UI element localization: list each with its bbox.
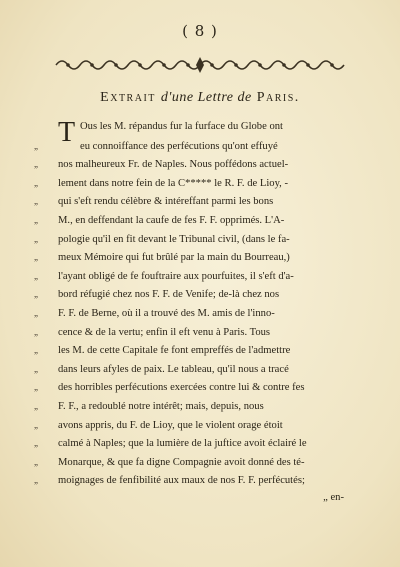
text-line	[34, 304, 346, 323]
line-quote-mark: „	[34, 400, 38, 411]
text-line	[34, 360, 346, 379]
text-line	[34, 416, 346, 435]
line-text: bord réfugié chez nos F. F. de Venife; de-là chez nos	[58, 289, 280, 301]
text-line	[34, 434, 346, 453]
line-text: des horribles perfécutions exercées contre lui & contre fes	[58, 382, 305, 394]
line-quote-mark: „	[34, 159, 38, 170]
line-quote-mark: „	[34, 214, 38, 225]
letter-body	[34, 118, 346, 490]
line-text: nos malheureux Fr. de Naples. Nous poffédons actuel-	[58, 159, 289, 171]
text-line	[34, 248, 346, 267]
line-text: dans leurs afyles de paix. Le tableau, qu'il nous a tracé	[58, 363, 289, 375]
line-text: calmé à Naples; que la lumière de la juftice avoit éclairé le	[58, 438, 307, 450]
line-text: Ous les M. répandus fur la furface du Globe ont	[80, 121, 283, 132]
text-line	[34, 378, 346, 397]
text-line	[34, 174, 346, 193]
line-quote-mark: „	[34, 475, 38, 486]
line-text: cence & de la vertu; enfin il eft venu à Paris. Tous	[58, 326, 271, 338]
text-line	[34, 155, 346, 174]
text-line	[34, 397, 346, 416]
line-quote-mark: „	[34, 307, 38, 318]
line-quote-mark: „	[34, 252, 38, 263]
line-text: pologie qu'il en fit devant le Tribunal civil, (dans le fa-	[58, 233, 290, 245]
text-line	[34, 137, 346, 156]
line-quote-mark: „	[34, 345, 38, 356]
drop-cap: T	[58, 117, 76, 148]
text-line	[34, 453, 346, 472]
text-line	[34, 285, 346, 304]
line-text: l'ayant obligé de fe fouftraire aux pourfuites, il s'eft d'a-	[58, 270, 294, 282]
text-line	[34, 230, 346, 249]
text-line	[34, 267, 346, 286]
line-quote-mark: „	[34, 140, 38, 151]
heading-paris: Paris.	[256, 90, 300, 105]
text-line	[34, 323, 346, 342]
text-line	[34, 211, 346, 230]
line-text: moignages de fenfibilité aux maux de nos F. F. perfécutés;	[58, 475, 305, 487]
line-text: M., en deffendant la caufe de fes F. F. opprimés. L'A-	[58, 214, 285, 226]
line-text: F. F. de Berne, où il a trouvé des M. amis de l'inno-	[58, 307, 275, 319]
line-quote-mark: „	[34, 196, 38, 207]
line-quote-mark: „	[34, 456, 38, 467]
line-quote-mark: „	[34, 382, 38, 393]
heading-extrait: Extrait	[100, 90, 156, 105]
page-number: ( 8 )	[182, 22, 218, 40]
line-quote-mark: „	[34, 438, 38, 449]
line-text: eu connoiffance des perfécutions qu'ont effuyé	[80, 140, 278, 152]
line-text: lement dans notre fein de la C***** le R. F. de Lioy, -	[58, 177, 289, 189]
line-text: qui s'eft rendu célèbre & intéreffant parmi les bons	[58, 196, 274, 208]
line-quote-mark: „	[34, 419, 38, 430]
line-quote-mark: „	[34, 363, 38, 374]
line-text: meux Mémoire qui fut brûlé par la main du Bourreau,)	[58, 252, 290, 264]
line-text: les M. de cette Capitale fe font empreffés de l'admettre	[58, 345, 291, 357]
text-line	[34, 192, 346, 211]
text-line	[34, 118, 346, 137]
heading-lettre: d'une Lettre de	[160, 90, 252, 105]
text-line	[34, 471, 346, 490]
line-quote-mark: „	[34, 233, 38, 244]
letter-heading	[0, 90, 400, 106]
line-text: avons appris, du F. de Lioy, que le violent orage étoit	[58, 419, 283, 431]
line-quote-mark: „	[34, 289, 38, 300]
ornament-band-icon	[54, 56, 346, 74]
line-quote-mark: „	[34, 177, 38, 188]
line-quote-mark: „	[34, 326, 38, 337]
catchword: „ en-	[323, 492, 344, 503]
line-text: Monarque, & que fa digne Compagnie avoit donné des té-	[58, 456, 305, 468]
line-text: F. F., a redoublé notre intérêt; mais, depuis, nous	[58, 400, 264, 412]
line-quote-mark: „	[34, 270, 38, 281]
text-line	[34, 341, 346, 360]
